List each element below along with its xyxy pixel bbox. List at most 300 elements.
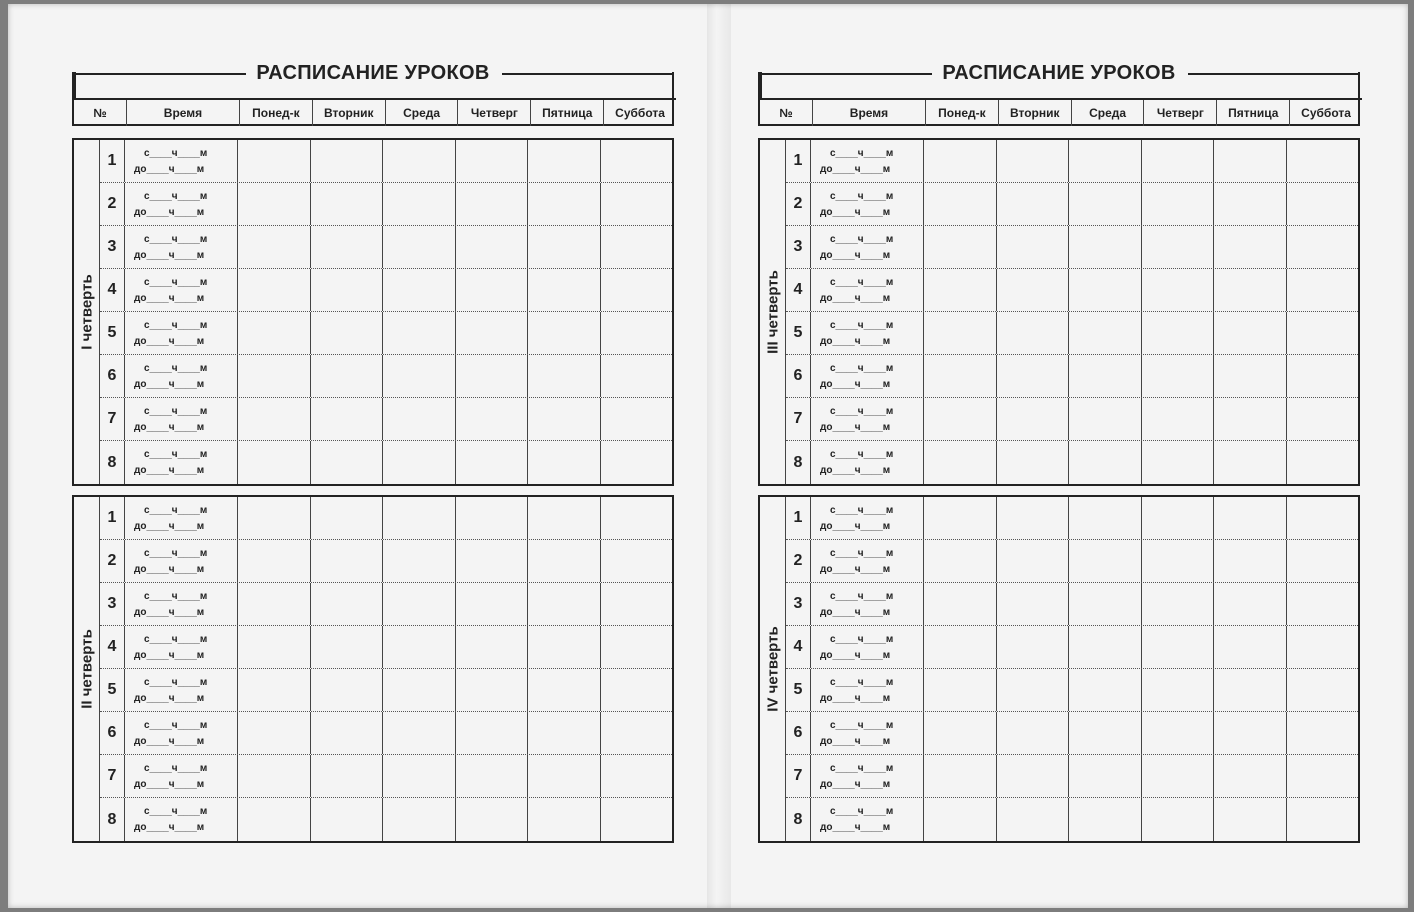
lesson-day-cell[interactable] [1068,398,1141,440]
lesson-day-cell[interactable] [455,540,528,582]
lesson-day-cell[interactable] [1213,312,1286,354]
lesson-day-cell[interactable] [455,712,528,754]
lesson-day-cell[interactable] [996,269,1069,311]
lesson-row [100,226,672,269]
lesson-day-cell[interactable] [600,712,673,754]
lesson-day-cell[interactable] [382,626,455,668]
lesson-number: 5 [793,681,803,698]
time-from: с____ч____м [144,548,208,559]
time-from: с____ч____м [144,406,208,417]
lesson-day-cell[interactable] [310,355,383,397]
time-to: до____ч____м [820,779,891,790]
time-to: до____ч____м [820,607,891,618]
lesson-day-cell[interactable] [1141,540,1214,582]
lesson-day-cell[interactable] [310,540,383,582]
lesson-day-cell[interactable] [382,226,455,268]
lesson-day-cell[interactable] [600,540,673,582]
lesson-number: 4 [793,281,803,298]
lesson-day-cell[interactable] [600,441,673,484]
lesson-day-cell[interactable] [996,712,1069,754]
lesson-day-cell[interactable] [310,441,383,484]
lesson-day-cell[interactable] [1213,626,1286,668]
lesson-day-cell[interactable] [310,755,383,797]
lesson-number: 7 [793,410,803,427]
lesson-day-cell[interactable] [600,140,673,182]
lesson-day-cell[interactable] [1068,355,1141,397]
lesson-day-cell[interactable] [996,669,1069,711]
lesson-time-cell[interactable] [810,269,923,311]
lesson-day-cell[interactable] [996,497,1069,539]
time-to: до____ч____м [134,293,205,304]
lesson-time-cell[interactable] [810,140,923,182]
lesson-day-cell[interactable] [923,626,996,668]
lesson-day-cell[interactable] [1068,226,1141,268]
quarter-block [758,495,1360,843]
lesson-day-cell[interactable] [1141,798,1214,841]
lesson-rows [786,497,1358,841]
lesson-day-cell[interactable] [1068,269,1141,311]
lesson-time-cell[interactable] [124,398,237,440]
lesson-day-cell[interactable] [237,669,310,711]
lesson-day-cell[interactable] [1141,312,1214,354]
lesson-day-cell[interactable] [527,626,600,668]
lesson-day-cell[interactable] [310,497,383,539]
lesson-day-cell[interactable] [600,312,673,354]
lesson-day-cell[interactable] [600,269,673,311]
lesson-day-cell[interactable] [923,355,996,397]
lesson-time-cell[interactable] [810,312,923,354]
header-row [760,98,1362,126]
lesson-number: 6 [793,724,803,741]
lesson-time-cell[interactable] [810,540,923,582]
time-to: до____ч____м [134,379,205,390]
lesson-day-cell[interactable] [1068,183,1141,225]
lesson-day-cell[interactable] [1141,269,1214,311]
header-day: Пятница [530,100,603,126]
lesson-day-cell[interactable] [455,312,528,354]
quarter-block [72,138,674,486]
lesson-day-cell[interactable] [455,583,528,625]
lesson-day-cell[interactable] [1213,441,1286,484]
time-from: с____ч____м [830,505,894,516]
lesson-day-cell[interactable] [237,497,310,539]
lesson-day-cell[interactable] [1286,441,1359,484]
lesson-day-cell[interactable] [1286,355,1359,397]
time-from: с____ч____м [830,548,894,559]
quarter-label-text: I четверть [78,274,95,350]
lesson-day-cell[interactable] [1286,755,1359,797]
lesson-day-cell[interactable] [237,183,310,225]
lesson-day-cell[interactable] [382,269,455,311]
time-from: с____ч____м [144,234,208,245]
lesson-day-cell[interactable] [996,583,1069,625]
lesson-row [786,712,1358,755]
lesson-row [786,140,1358,183]
lesson-day-cell[interactable] [1213,226,1286,268]
lesson-day-cell[interactable] [923,755,996,797]
lesson-day-cell[interactable] [237,712,310,754]
lesson-day-cell[interactable] [923,669,996,711]
time-to: до____ч____м [134,422,205,433]
lesson-day-cell[interactable] [996,355,1069,397]
time-to: до____ч____м [134,607,205,618]
lesson-row [100,355,672,398]
lesson-day-cell[interactable] [527,398,600,440]
lesson-day-cell[interactable] [1286,712,1359,754]
lesson-time-cell[interactable] [810,497,923,539]
lesson-day-cell[interactable] [455,398,528,440]
lesson-day-cell[interactable] [1286,183,1359,225]
lesson-day-cell[interactable] [1286,226,1359,268]
lesson-day-cell[interactable] [1068,583,1141,625]
quarter-label-text: IV четверть [764,626,781,712]
lesson-day-cell[interactable] [237,540,310,582]
lesson-day-cell[interactable] [1068,497,1141,539]
lesson-day-cell[interactable] [527,441,600,484]
lesson-day-cell[interactable] [1141,183,1214,225]
lesson-day-cell[interactable] [923,269,996,311]
lesson-day-cell[interactable] [527,269,600,311]
lesson-day-cell[interactable] [600,226,673,268]
lesson-day-cell[interactable] [382,798,455,841]
lesson-day-cell[interactable] [455,140,528,182]
lesson-time-cell[interactable] [810,355,923,397]
lesson-day-cell[interactable] [1068,669,1141,711]
lesson-day-cell[interactable] [923,140,996,182]
lesson-day-cell[interactable] [1141,712,1214,754]
time-to: до____ч____м [820,521,891,532]
lesson-row [100,441,672,484]
lesson-row [786,398,1358,441]
lesson-day-cell[interactable] [527,540,600,582]
lesson-time-cell[interactable] [124,312,237,354]
lesson-day-cell[interactable] [1286,626,1359,668]
lesson-day-cell[interactable] [382,355,455,397]
lesson-day-cell[interactable] [1068,540,1141,582]
lesson-row [100,269,672,312]
lesson-day-cell[interactable] [382,140,455,182]
lesson-day-cell[interactable] [382,540,455,582]
lesson-day-cell[interactable] [1213,583,1286,625]
lesson-day-cell[interactable] [1141,583,1214,625]
lesson-day-cell[interactable] [527,798,600,841]
lesson-time-cell[interactable] [810,226,923,268]
lesson-day-cell[interactable] [1213,669,1286,711]
lesson-day-cell[interactable] [237,269,310,311]
lesson-day-cell[interactable] [600,669,673,711]
lesson-day-cell[interactable] [310,140,383,182]
time-from: с____ч____м [830,763,894,774]
lesson-day-cell[interactable] [310,712,383,754]
lesson-day-cell[interactable] [1286,497,1359,539]
lesson-day-cell[interactable] [1141,398,1214,440]
lesson-day-cell[interactable] [1141,669,1214,711]
lesson-day-cell[interactable] [527,669,600,711]
lesson-day-cell[interactable] [1286,140,1359,182]
lesson-day-cell[interactable] [527,140,600,182]
time-from: с____ч____м [144,806,208,817]
lesson-time-cell[interactable] [810,183,923,225]
lesson-day-cell[interactable] [455,669,528,711]
lesson-day-cell[interactable] [310,798,383,841]
quarter-block [72,495,674,843]
lesson-number: 2 [793,552,803,569]
lesson-day-cell[interactable] [923,398,996,440]
lesson-day-cell[interactable] [1213,497,1286,539]
lesson-day-cell[interactable] [1068,798,1141,841]
lesson-time-cell[interactable] [124,355,237,397]
lesson-day-cell[interactable] [237,312,310,354]
lesson-day-cell[interactable] [1286,583,1359,625]
lesson-day-cell[interactable] [382,398,455,440]
time-to: до____ч____м [820,736,891,747]
lesson-time-cell[interactable] [124,669,237,711]
lesson-row [100,183,672,226]
lesson-rows [100,497,672,841]
schedule-header [758,72,1360,126]
lesson-day-cell[interactable] [923,583,996,625]
lesson-day-cell[interactable] [1068,441,1141,484]
lesson-time-cell[interactable] [810,755,923,797]
lesson-day-cell[interactable] [1068,712,1141,754]
lesson-day-cell[interactable] [600,798,673,841]
lesson-day-cell[interactable] [1141,226,1214,268]
lesson-day-cell[interactable] [455,626,528,668]
lesson-time-cell[interactable] [810,798,923,841]
lesson-day-cell[interactable] [600,355,673,397]
time-to: до____ч____м [134,164,205,175]
lesson-day-cell[interactable] [1068,312,1141,354]
lesson-day-cell[interactable] [600,626,673,668]
lesson-day-cell[interactable] [527,355,600,397]
lesson-time-cell[interactable] [810,398,923,440]
lesson-day-cell[interactable] [923,312,996,354]
lesson-day-cell[interactable] [237,355,310,397]
lesson-time-cell[interactable] [124,497,237,539]
lesson-day-cell[interactable] [923,441,996,484]
lesson-day-cell[interactable] [455,798,528,841]
lesson-day-cell[interactable] [1213,398,1286,440]
lesson-day-cell[interactable] [527,497,600,539]
lesson-day-cell[interactable] [1141,355,1214,397]
lesson-day-cell[interactable] [237,798,310,841]
lesson-day-cell[interactable] [996,626,1069,668]
lesson-time-cell[interactable] [124,583,237,625]
lesson-day-cell[interactable] [600,183,673,225]
lesson-time-cell[interactable] [810,669,923,711]
lesson-number: 1 [107,509,117,526]
lesson-day-cell[interactable] [1141,497,1214,539]
lesson-row [786,626,1358,669]
lesson-day-cell[interactable] [382,312,455,354]
lesson-day-cell[interactable] [1213,540,1286,582]
lesson-day-cell[interactable] [1286,398,1359,440]
lesson-day-cell[interactable] [237,583,310,625]
lesson-day-cell[interactable] [382,183,455,225]
lesson-row [786,226,1358,269]
lesson-time-cell[interactable] [124,140,237,182]
lesson-day-cell[interactable] [237,441,310,484]
lesson-day-cell[interactable] [1286,669,1359,711]
lesson-day-cell[interactable] [996,140,1069,182]
lesson-day-cell[interactable] [455,226,528,268]
lesson-number: 7 [793,767,803,784]
time-from: с____ч____м [144,505,208,516]
lesson-day-cell[interactable] [600,755,673,797]
lesson-day-cell[interactable] [1213,798,1286,841]
time-to: до____ч____м [820,336,891,347]
header-day: Понед-к [239,100,312,126]
lesson-day-cell[interactable] [1286,269,1359,311]
lesson-day-cell[interactable] [527,183,600,225]
lesson-time-cell[interactable] [124,626,237,668]
lesson-day-cell[interactable] [310,583,383,625]
lesson-day-cell[interactable] [455,497,528,539]
lesson-time-cell[interactable] [124,755,237,797]
lesson-day-cell[interactable] [310,183,383,225]
lesson-day-cell[interactable] [600,583,673,625]
lesson-day-cell[interactable] [1141,140,1214,182]
lesson-day-cell[interactable] [237,226,310,268]
header-time: Время [812,100,925,126]
lesson-day-cell[interactable] [310,626,383,668]
lesson-time-cell[interactable] [124,226,237,268]
lesson-time-cell[interactable] [124,441,237,484]
header-time: Время [126,100,239,126]
lesson-day-cell[interactable] [1141,755,1214,797]
lesson-row [100,398,672,441]
lesson-day-cell[interactable] [455,355,528,397]
lesson-day-cell[interactable] [600,497,673,539]
lesson-row [786,540,1358,583]
lesson-day-cell[interactable] [1068,755,1141,797]
lesson-day-cell[interactable] [455,269,528,311]
lesson-day-cell[interactable] [923,497,996,539]
time-from: с____ч____м [144,363,208,374]
time-to: до____ч____м [820,207,891,218]
lesson-day-cell[interactable] [455,441,528,484]
lesson-number: 3 [107,595,117,612]
time-to: до____ч____м [134,521,205,532]
lesson-day-cell[interactable] [382,669,455,711]
lesson-day-cell[interactable] [996,398,1069,440]
lesson-time-cell[interactable] [124,183,237,225]
lesson-day-cell[interactable] [310,269,383,311]
lesson-row [786,355,1358,398]
lesson-time-cell[interactable] [810,583,923,625]
lesson-time-cell[interactable] [810,712,923,754]
lesson-day-cell[interactable] [996,183,1069,225]
lesson-day-cell[interactable] [1286,312,1359,354]
lesson-row [100,626,672,669]
lesson-day-cell[interactable] [237,140,310,182]
lesson-row [786,183,1358,226]
lesson-day-cell[interactable] [527,312,600,354]
lesson-day-cell[interactable] [527,583,600,625]
lesson-day-cell[interactable] [382,712,455,754]
time-to: до____ч____м [820,465,891,476]
lesson-day-cell[interactable] [382,497,455,539]
time-from: с____ч____м [830,191,894,202]
lesson-number: 6 [793,367,803,384]
header-day: Вторник [998,100,1071,126]
lesson-day-cell[interactable] [1213,140,1286,182]
lesson-time-cell[interactable] [124,269,237,311]
lesson-time-cell[interactable] [124,798,237,841]
lesson-day-cell[interactable] [923,183,996,225]
lesson-day-cell[interactable] [996,312,1069,354]
lesson-day-cell[interactable] [382,441,455,484]
lesson-day-cell[interactable] [310,398,383,440]
lesson-row [100,540,672,583]
lesson-day-cell[interactable] [310,312,383,354]
lesson-day-cell[interactable] [237,626,310,668]
time-to: до____ч____м [134,564,205,575]
time-from: с____ч____м [830,406,894,417]
lesson-day-cell[interactable] [310,226,383,268]
lesson-day-cell[interactable] [1213,712,1286,754]
lesson-time-cell[interactable] [810,626,923,668]
lesson-day-cell[interactable] [237,398,310,440]
lesson-day-cell[interactable] [382,755,455,797]
header-day: Суббота [603,100,676,126]
time-to: до____ч____м [820,693,891,704]
header-day: Четверг [1143,100,1216,126]
time-from: с____ч____м [144,720,208,731]
header-day: Суббота [1289,100,1362,126]
lesson-day-cell[interactable] [310,669,383,711]
lesson-day-cell[interactable] [527,755,600,797]
header-day: Вторник [312,100,385,126]
lesson-day-cell[interactable] [237,755,310,797]
lesson-day-cell[interactable] [1213,755,1286,797]
lesson-number: 6 [107,367,117,384]
lesson-day-cell[interactable] [382,583,455,625]
lesson-day-cell[interactable] [996,540,1069,582]
lesson-number: 4 [107,638,117,655]
lesson-day-cell[interactable] [923,712,996,754]
lesson-time-cell[interactable] [810,441,923,484]
lesson-time-cell[interactable] [124,540,237,582]
lesson-day-cell[interactable] [1213,355,1286,397]
lesson-day-cell[interactable] [923,540,996,582]
lesson-day-cell[interactable] [923,226,996,268]
lesson-day-cell[interactable] [455,755,528,797]
lesson-day-cell[interactable] [455,183,528,225]
lesson-day-cell[interactable] [600,398,673,440]
lesson-day-cell[interactable] [527,712,600,754]
time-from: с____ч____м [830,806,894,817]
lesson-day-cell[interactable] [996,798,1069,841]
lesson-rows [786,140,1358,484]
lesson-day-cell[interactable] [996,441,1069,484]
time-to: до____ч____м [134,336,205,347]
lesson-day-cell[interactable] [1286,540,1359,582]
lesson-day-cell[interactable] [1213,269,1286,311]
lesson-day-cell[interactable] [923,798,996,841]
lesson-number: 8 [793,810,803,828]
lesson-day-cell[interactable] [1141,626,1214,668]
lesson-day-cell[interactable] [527,226,600,268]
lesson-day-cell[interactable] [1141,441,1214,484]
lesson-day-cell[interactable] [996,755,1069,797]
lesson-day-cell[interactable] [1068,626,1141,668]
lesson-day-cell[interactable] [1286,798,1359,841]
lesson-time-cell[interactable] [124,712,237,754]
lesson-day-cell[interactable] [1213,183,1286,225]
lesson-day-cell[interactable] [996,226,1069,268]
lesson-day-cell[interactable] [1068,140,1141,182]
